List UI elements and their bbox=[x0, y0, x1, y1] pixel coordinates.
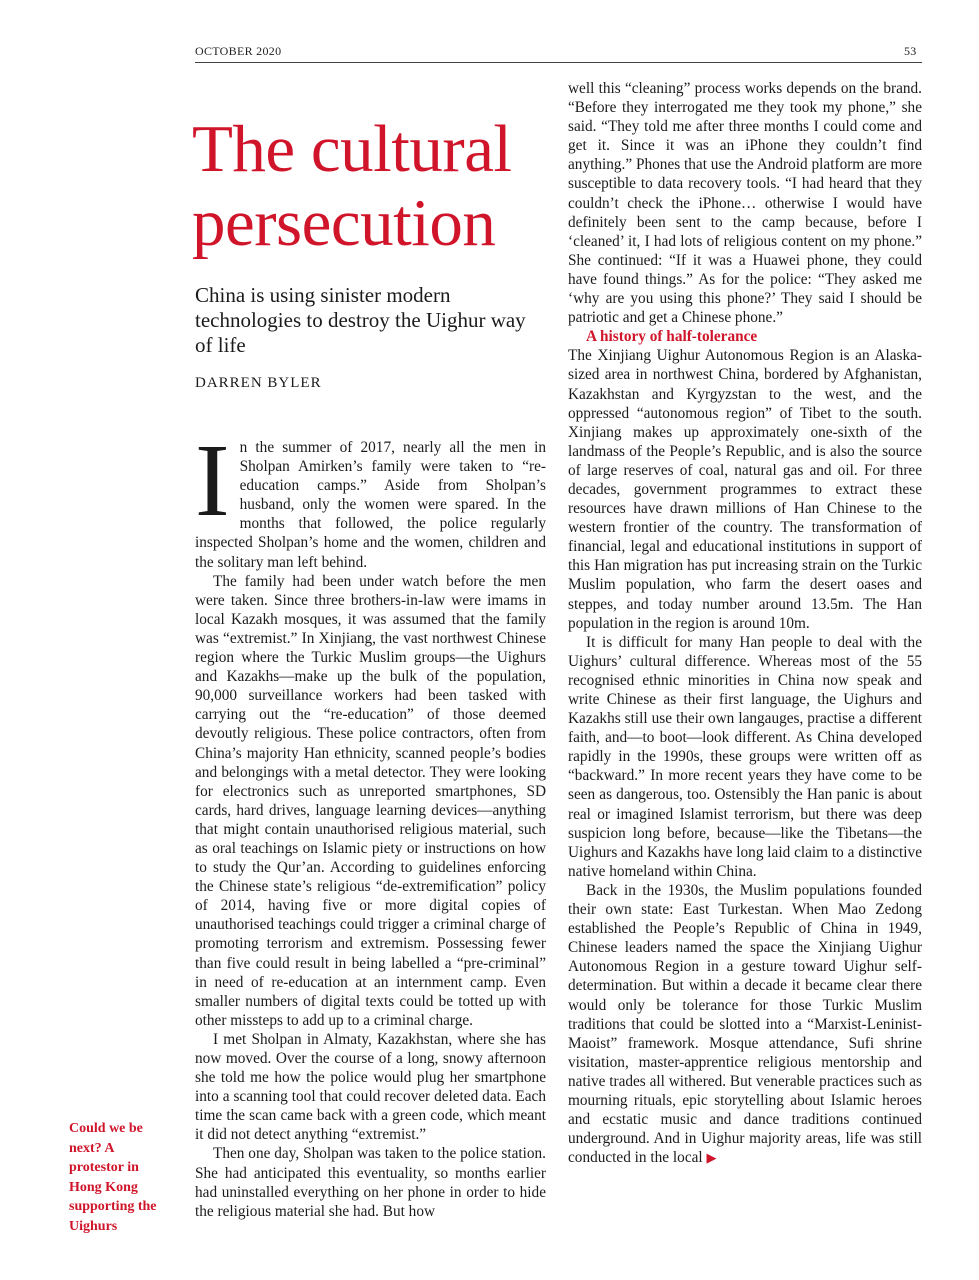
section-subhead: A history of half-tolerance bbox=[586, 328, 758, 346]
page-number: 53 bbox=[904, 44, 917, 58]
body-paragraph: well this “cleaning” process works depends on the brand. “Before they interrogated me they took my phone,” she said. “They told me after three months I could come and get it. Since it was an iPhone they couldn’t find anything.” Phones that use the Android platform are more susceptible to data recovery tools. “I had heard that they couldn’t check the iPhone… otherwise I would have definitely been sent to the camp because, before I ‘cleaned’ it, I had lots of religious content on my phone.” She continued: “If it was a Huawei phone, they could have found things.” As for the police: “They asked me ‘why are you using this phone?’ They said I should be patriotic and get a Chinese phone.” bbox=[568, 80, 922, 327]
drop-cap: I bbox=[195, 423, 230, 538]
header-rule bbox=[195, 62, 922, 63]
right-column bbox=[568, 79, 922, 1167]
issue-date: OCTOBER 2020 bbox=[195, 44, 282, 58]
article-title: The cultural persecution bbox=[192, 112, 512, 260]
article-byline: DARREN BYLER bbox=[195, 375, 322, 391]
left-column bbox=[195, 423, 546, 1221]
continue-arrow-icon: ▶ bbox=[706, 1150, 717, 1166]
body-paragraph: Back in the 1930s, the Muslim populations founded their own state: East Turkestan. When Mao Zedong established the People’s Republic of China in 1949, Chinese leaders named the space the Xinjiang Uighur Autonomous Region in a gesture toward Uighur self-determination. But within a decade it became clear there would only be tolerance for those Turkic Muslim traditions that could be slotted into a “Marxist-Leninist-Maoist” framework. Mosque attendance, Sufi shrine visitation, master-apprentice religious mentorship and native trades all withered. But venerable practices such as mourning rituals, epic storytelling about Islamic heroes and ecstatic music and dance traditions continued underground. And in Uighur majority areas, life was still conducted in the local ▶ bbox=[568, 881, 922, 1167]
body-paragraph: The family had been under watch before the men were taken. Since three brothers-in-law were imams in local Kazakh mosques, it was assumed that the family was “extremist.” In Xinjiang, the vast northwest Chinese region where the Turkic Muslim groups—the Uighurs and Kazakhs—make up the bulk of the population, 90,000 surveillance workers had been tasked with carrying out the “re-education” of those deemed devoutly religious. These police contractors, often from China’s majority Han ethnicity, scanned people’s bodies and belongings with a metal detector. They were looking for electronics such as unreported smartphones, SD cards, hard drives, language learning devices—anything that might contain unauthorised religious material, such as oral teachings on Islamic piety or instructions on how to study the Qur’an. According to guidelines enforcing the Chinese state’s religious “de-extremification” policy of 2014, having five or more digital copies of unauthorised teachings could trigger a criminal charge of promoting terrorism and extremism. Possessing fewer than five could result in being labelled a “pre-criminal” in need of re-education at an internment camp. Even smaller numbers of digital texts could be totted up with other missteps to add up to a criminal charge. bbox=[195, 572, 546, 1029]
body-paragraph: It is difficult for many Han people to deal with the Uighurs’ cultural difference. Whereas most of the 55 recognised ethnic minorities in China now speak and write Chinese as their first language, the Uighurs and Kazakhs still use their own langauges, practise a different faith, and—to boot—look different. As China developed rapidly in the 1990s, these groups were written off as “backward.” In more recent years they have come to be seen as dangerous, too. Ostensibly the Han panic is about real or imagined Islamist terrorism, but there was deep suspicion long before, because—like the Tibetans—the Uighurs and Kazakhs have long laid claim to a distinctive native homeland within China. bbox=[568, 633, 922, 880]
body-paragraph: The Xinjiang Uighur Autonomous Region is an Alaska-sized area in northwest China, bordered by Afghanistan, Kazakhstan and Kyrgyzstan to the west, and the oppressed “autonomous region” of Tibet to the south. Xinjiang makes up approximately one-sixth of the landmass of the People’s Republic, and is also the source of large reserves of coal, natural gas and oil. For three decades, government programmes to extract these resources have drawn millions of Han Chinese to the western frontier of the country. The transformation of financial, legal and educational institutions in support of this Han migration has put increasing strain on the Turkic Muslim population, who farm the desert oases and steppes, and today number around 13.5m. The Han population in the region is around 10m. bbox=[568, 347, 922, 632]
photo-caption: Could we be next? A protestor in Hong Kong supporting the Uighurs bbox=[69, 1121, 157, 1234]
body-paragraph: Then one day, Sholpan was taken to the police station. She had anticipated this eventuality, so months earlier had uninstalled everything on her phone in order to hide the religious material she had. But how bbox=[195, 1145, 546, 1220]
body-paragraph: I met Sholpan in Almaty, Kazakhstan, where she has now moved. Over the course of a long, snowy afternoon she told me how the police would plug her smartphone into a scanning tool that could recover deleted data. Each time the scan came back with a green code, which meant it did not detect anything “extremist.” bbox=[195, 1030, 546, 1144]
body-paragraph: In the summer of 2017, nearly all the men in Sholpan Amirken’s family were taken to “re-education camps.” Aside from Sholpan’s husband, only the women were spared. In the months that followed, the police regularly inspected Sholpan’s home and the women, children and the solitary man left behind. bbox=[195, 423, 546, 571]
article-deck: China is using sinister modern technologies to destroy the Uighur way of life bbox=[195, 283, 526, 357]
